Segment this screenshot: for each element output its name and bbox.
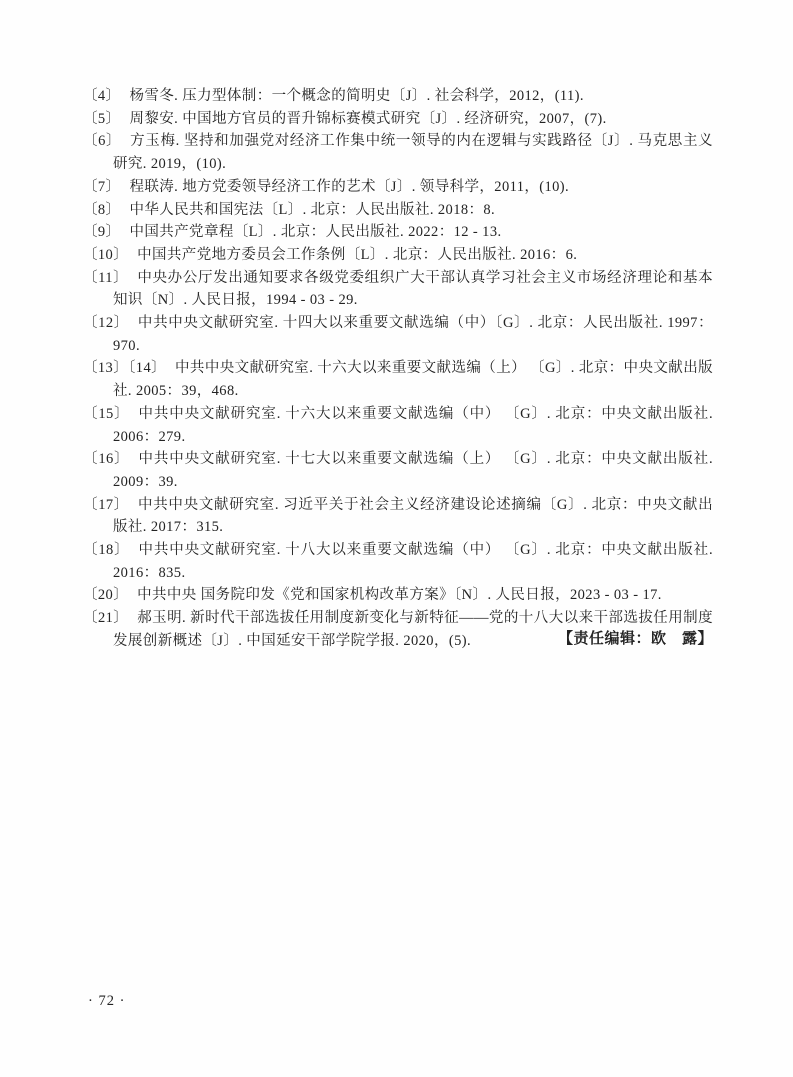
reference-item [83,221,713,244]
reference-item [83,176,713,199]
reference-number: 〔16〕 [83,451,130,468]
reference-number: 〔21〕 [83,610,129,627]
reference-item [83,130,713,175]
reference-item [83,244,713,267]
reference-number: 〔11〕 [83,269,129,286]
references-list [83,85,713,653]
reference-text: 中共中央文献研究室. 十六大以来重要文献选编（上） 〔G〕. 北京：中央文献出版社. 2005：39，468. [113,360,713,400]
reference-item [83,494,713,539]
reference-item [83,448,713,493]
reference-item [83,539,713,584]
reference-number: 〔15〕 [83,405,130,422]
reference-number: 〔9〕 [83,224,121,241]
reference-text: 中共中央文献研究室. 十七大以来重要文献选编（上） 〔G〕. 北京：中央文献出版社. 2009：39. [113,451,713,490]
reference-item [83,312,713,357]
reference-item [83,108,713,131]
reference-text: 中国共产党地方委员会工作条例〔L〕. 北京：人民出版社. 2016：6. [137,246,578,263]
reference-number: 〔10〕 [83,246,129,263]
reference-text: 周黎安. 中国地方官员的晋升锦标赛模式研究〔J〕. 经济研究，2007，(7). [129,110,607,127]
reference-item [83,199,713,222]
reference-number: 〔18〕 [83,542,130,559]
reference-text: 中共中央文献研究室. 习近平关于社会主义经济建设论述摘编〔G〕. 北京：中央文献出版社. 2017：315. [113,496,713,536]
reference-number: 〔17〕 [83,496,130,513]
reference-number: 〔13〕〔14〕 [83,360,167,377]
reference-item [83,403,713,448]
reference-number: 〔12〕 [83,315,129,332]
reference-number: 〔6〕 [83,133,122,150]
reference-text: 中华人民共和国宪法〔L〕. 北京：人民出版社. 2018：8. [129,201,496,218]
reference-item [83,357,713,402]
reference-text: 杨雪冬. 压力型体制：一个概念的简明史〔J〕. 社会科学，2012，(11). [129,88,584,104]
reference-item [83,267,713,312]
reference-item [83,85,713,108]
reference-text: 中共中央文献研究室. 十六大以来重要文献选编（中） 〔G〕. 北京：中央文献出版社. 2006：279. [113,405,713,445]
reference-text: 中共中央 国务院印发《党和国家机构改革方案》〔N〕. 人民日报，2023 - 03 - 17. [137,587,662,604]
reference-item [83,584,713,607]
reference-text: 程联涛. 地方党委领导经济工作的艺术〔J〕. 领导科学，2011，(10). [129,178,570,195]
editor-note: 【责任编辑：欧 露】 [557,630,713,647]
reference-text: 郝玉明. 新时代干部选拔任用制度新变化与新特征——党的十八大以来干部选拔任用制度发展创新概述〔J〕. 中国延安干部学院学报. 2020，(5). [113,610,713,649]
reference-number: 〔4〕 [83,88,121,104]
reference-number: 〔5〕 [83,110,121,127]
reference-text: 中共中央文献研究室. 十四大以来重要文献选编（中）〔G〕. 北京：人民出版社. 1997：970. [113,315,713,354]
reference-number: 〔7〕 [83,178,121,195]
reference-text: 方玉梅. 坚持和加强党对经济工作集中统一领导的内在逻辑与实践路径〔J〕. 马克思主义研究. 2019，(10). [113,133,713,173]
reference-number: 〔8〕 [83,201,121,218]
reference-number: 〔20〕 [83,587,129,604]
reference-text: 中央办公厅发出通知要求各级党委组织广大干部认真学习社会主义市场经济理论和基本知识〔N〕. 人民日报，1994 - 03 - 29. [113,269,714,309]
reference-text: 中共中央文献研究室. 十八大以来重要文献选编（中） 〔G〕. 北京：中央文献出版社. 2016：835. [113,542,713,581]
page-number: · 72 · [88,993,126,1009]
reference-text: 中国共产党章程〔L〕. 北京：人民出版社. 2022：12 - 13. [129,224,502,241]
